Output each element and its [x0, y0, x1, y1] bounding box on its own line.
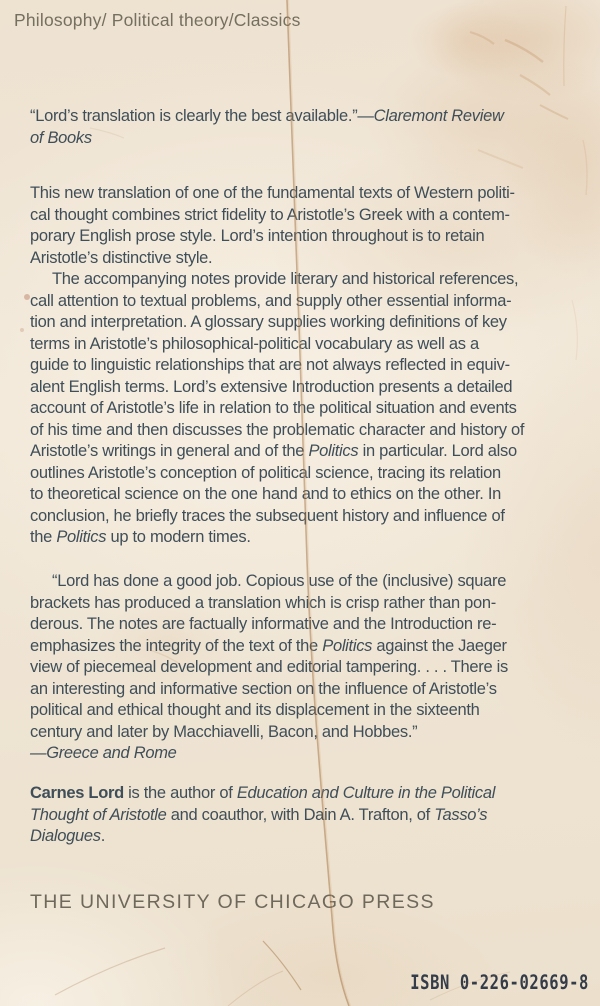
- text-line: guide to linguistic relationships that are not always reflected in equiv-: [30, 356, 510, 374]
- text-line: Thought of Aristotle and coauthor, with Dain A. Trafton, of Tasso’s: [30, 805, 488, 824]
- text-line: Aristotle’s writings in general and of the Politics in particular. Lord also: [30, 442, 517, 460]
- text-line: cal thought combines strict fidelity to Aristotle’s Greek with a contem-: [30, 205, 510, 224]
- text-line: the Politics up to modern times.: [30, 528, 251, 546]
- text-line: outlines Aristotle’s conception of political science, tracing its relation: [30, 463, 501, 482]
- text-column: [30, 0, 586, 1006]
- review-quote-claremont: [30, 106, 586, 149]
- text-line: to theoretical science on the one hand and to ethics on the other. In: [30, 485, 501, 503]
- text-line: account of Aristotle’s life in relation to the political situation and events: [30, 399, 517, 417]
- text-line: —Greece and Rome: [30, 744, 177, 762]
- text-line: political and ethical thought and its displacement in the sixteenth: [30, 701, 480, 719]
- text-line: view of piecemeal development and editorial tampering. . . . There is: [30, 658, 508, 676]
- isbn-number: ISBN 0-226-02669-8: [410, 971, 589, 995]
- text-line: call attention to textual problems, and supply other essential informa-: [30, 291, 512, 310]
- author-bio: [30, 783, 586, 848]
- text-line: derous. The notes are factually informative and the Introduction re-: [30, 615, 497, 633]
- review-quote-greece-rome: [30, 571, 586, 765]
- text-line: brackets has produced a translation which is crisp rather than pon-: [30, 593, 496, 612]
- description: [30, 183, 586, 549]
- publisher-name: THE UNIVERSITY OF CHICAGO PRESS: [30, 891, 435, 913]
- text-line: The accompanying notes provide literary and historical references,: [52, 270, 519, 288]
- text-line: an interesting and informative section on the influence of Aristotle’s: [30, 679, 497, 698]
- text-line: Carnes Lord is the author of Education and Culture in the Political: [30, 784, 496, 802]
- text-line: alent English terms. Lord’s extensive Introduction presents a detailed: [30, 377, 513, 396]
- text-line: tion and interpretation. A glossary supplies working definitions of key: [30, 313, 507, 331]
- text-line: “Lord’s translation is clearly the best available.”—Claremont Review: [30, 107, 504, 125]
- text-line: century and later by Macchiavelli, Bacon, and Hobbes.”: [30, 722, 418, 741]
- category-line: Philosophy/ Political theory/Classics: [14, 10, 301, 30]
- text-line: terms in Aristotle’s philosophical-political vocabulary as well as a: [30, 334, 479, 353]
- text-line: Aristotle’s distinctive style.: [30, 248, 213, 267]
- text-line: “Lord has done a good job. Copious use of the (inclusive) square: [52, 572, 507, 590]
- text-line: of his time and then discusses the problematic character and history of: [30, 420, 525, 439]
- text-line: emphasizes the integrity of the text of the Politics against the Jaeger: [30, 636, 507, 655]
- text-line: of Books: [30, 128, 92, 147]
- text-line: Dialogues.: [30, 827, 105, 845]
- text-line: conclusion, he briefly traces the subsequent history and influence of: [30, 506, 505, 525]
- text-line: porary English prose style. Lord’s intention throughout is to retain: [30, 227, 485, 245]
- text-line: This new translation of one of the fundamental texts of Western politi-: [30, 184, 515, 202]
